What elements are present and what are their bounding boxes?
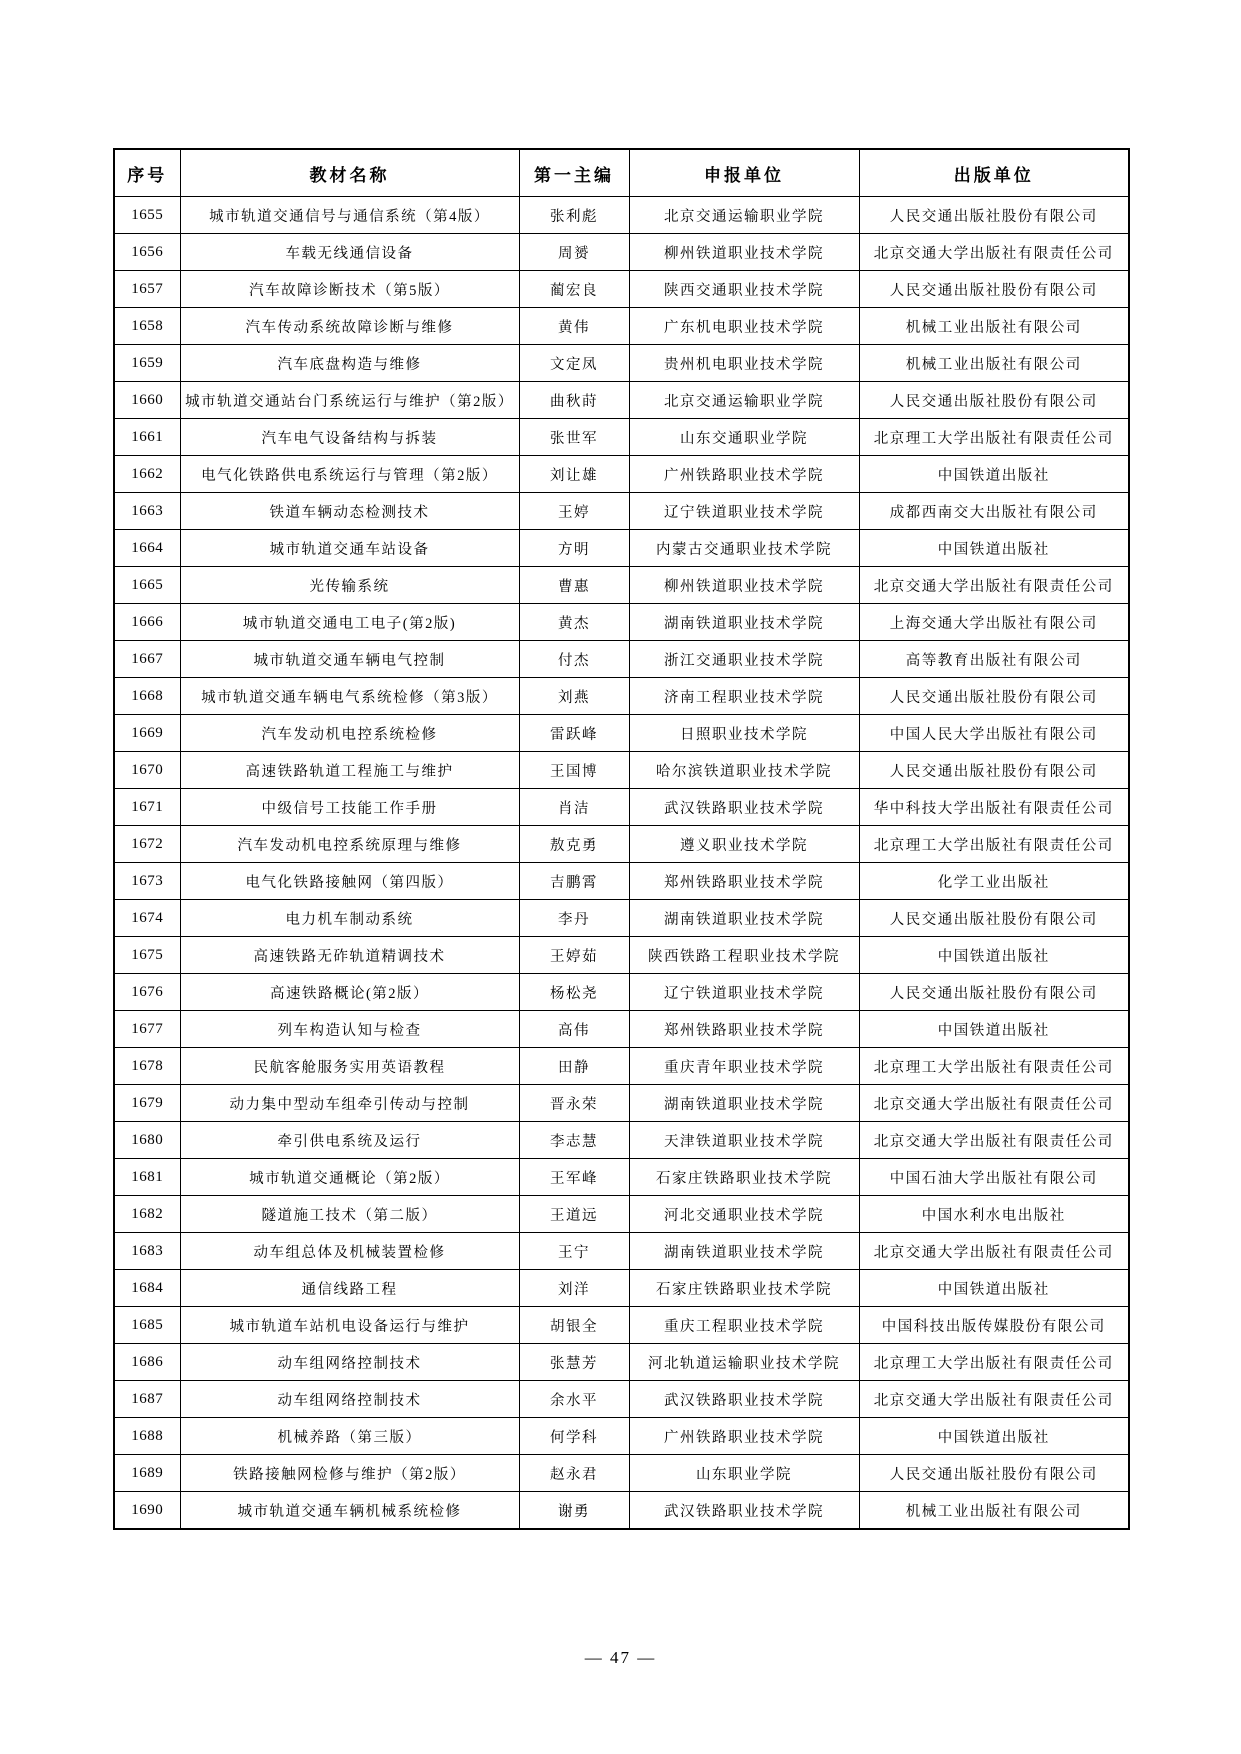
publisher-unit: 中国铁道出版社 xyxy=(859,937,1129,974)
serial-number: 1657 xyxy=(114,271,180,308)
first-editor: 何学科 xyxy=(519,1418,629,1455)
table-row xyxy=(114,1196,1129,1233)
textbook-name: 列车构造认知与检查 xyxy=(180,1011,519,1048)
serial-number: 1656 xyxy=(114,234,180,271)
serial-number: 1666 xyxy=(114,604,180,641)
serial-number: 1688 xyxy=(114,1418,180,1455)
serial-number: 1665 xyxy=(114,567,180,604)
serial-number: 1679 xyxy=(114,1085,180,1122)
applicant-unit: 贵州机电职业技术学院 xyxy=(629,345,859,382)
first-editor: 赵永君 xyxy=(519,1455,629,1492)
textbook-name: 动车组总体及机械装置检修 xyxy=(180,1233,519,1270)
serial-number: 1667 xyxy=(114,641,180,678)
publisher-unit: 人民交通出版社股份有限公司 xyxy=(859,900,1129,937)
applicant-unit: 内蒙古交通职业技术学院 xyxy=(629,530,859,567)
table-row xyxy=(114,234,1129,271)
publisher-unit: 北京理工大学出版社有限责任公司 xyxy=(859,1048,1129,1085)
publisher-unit: 化学工业出版社 xyxy=(859,863,1129,900)
textbook-name: 汽车发动机电控系统检修 xyxy=(180,715,519,752)
table-row xyxy=(114,1307,1129,1344)
serial-number: 1662 xyxy=(114,456,180,493)
applicant-unit: 武汉铁路职业技术学院 xyxy=(629,1381,859,1418)
table-row xyxy=(114,1381,1129,1418)
publisher-unit: 中国铁道出版社 xyxy=(859,1418,1129,1455)
first-editor: 曹惠 xyxy=(519,567,629,604)
serial-number: 1663 xyxy=(114,493,180,530)
serial-number: 1675 xyxy=(114,937,180,974)
publisher-unit: 华中科技大学出版社有限责任公司 xyxy=(859,789,1129,826)
applicant-unit: 天津铁道职业技术学院 xyxy=(629,1122,859,1159)
first-editor: 杨松尧 xyxy=(519,974,629,1011)
publisher-unit: 北京交通大学出版社有限责任公司 xyxy=(859,1122,1129,1159)
column-header-textbook-name: 教材名称 xyxy=(180,149,519,197)
publisher-unit: 北京交通大学出版社有限责任公司 xyxy=(859,234,1129,271)
textbook-name: 城市轨道交通车辆电气系统检修（第3版） xyxy=(180,678,519,715)
publisher-unit: 人民交通出版社股份有限公司 xyxy=(859,1455,1129,1492)
table-row xyxy=(114,456,1129,493)
applicant-unit: 山东职业学院 xyxy=(629,1455,859,1492)
textbook-name: 高速铁路无砟轨道精调技术 xyxy=(180,937,519,974)
textbook-name: 动车组网络控制技术 xyxy=(180,1344,519,1381)
publisher-unit: 机械工业出版社有限公司 xyxy=(859,308,1129,345)
table-row xyxy=(114,1344,1129,1381)
applicant-unit: 广东机电职业技术学院 xyxy=(629,308,859,345)
textbook-name: 城市轨道交通信号与通信系统（第4版） xyxy=(180,197,519,234)
table-row xyxy=(114,1085,1129,1122)
textbook-name: 高速铁路概论(第2版） xyxy=(180,974,519,1011)
publisher-unit: 人民交通出版社股份有限公司 xyxy=(859,678,1129,715)
applicant-unit: 浙江交通职业技术学院 xyxy=(629,641,859,678)
serial-number: 1683 xyxy=(114,1233,180,1270)
applicant-unit: 湖南铁道职业技术学院 xyxy=(629,900,859,937)
serial-number: 1690 xyxy=(114,1492,180,1530)
first-editor: 王道远 xyxy=(519,1196,629,1233)
serial-number: 1660 xyxy=(114,382,180,419)
applicant-unit: 济南工程职业技术学院 xyxy=(629,678,859,715)
first-editor: 蔺宏良 xyxy=(519,271,629,308)
table-row xyxy=(114,1233,1129,1270)
serial-number: 1682 xyxy=(114,1196,180,1233)
publisher-unit: 中国水利水电出版社 xyxy=(859,1196,1129,1233)
applicant-unit: 辽宁铁道职业技术学院 xyxy=(629,493,859,530)
first-editor: 王军峰 xyxy=(519,1159,629,1196)
serial-number: 1659 xyxy=(114,345,180,382)
table-row xyxy=(114,308,1129,345)
publisher-unit: 中国铁道出版社 xyxy=(859,456,1129,493)
first-editor: 曲秋莳 xyxy=(519,382,629,419)
first-editor: 李志慧 xyxy=(519,1122,629,1159)
serial-number: 1678 xyxy=(114,1048,180,1085)
serial-number: 1684 xyxy=(114,1270,180,1307)
publisher-unit: 人民交通出版社股份有限公司 xyxy=(859,382,1129,419)
applicant-unit: 重庆青年职业技术学院 xyxy=(629,1048,859,1085)
table-row xyxy=(114,789,1129,826)
table-row xyxy=(114,567,1129,604)
publisher-unit: 中国铁道出版社 xyxy=(859,1011,1129,1048)
first-editor: 张世军 xyxy=(519,419,629,456)
table-row xyxy=(114,1159,1129,1196)
textbook-name: 高速铁路轨道工程施工与维护 xyxy=(180,752,519,789)
serial-number: 1669 xyxy=(114,715,180,752)
textbook-name: 电力机车制动系统 xyxy=(180,900,519,937)
first-editor: 胡银全 xyxy=(519,1307,629,1344)
textbook-name: 城市轨道交通车辆电气控制 xyxy=(180,641,519,678)
first-editor: 王婷茹 xyxy=(519,937,629,974)
serial-number: 1686 xyxy=(114,1344,180,1381)
table-row xyxy=(114,863,1129,900)
applicant-unit: 陕西交通职业技术学院 xyxy=(629,271,859,308)
applicant-unit: 河北交通职业技术学院 xyxy=(629,1196,859,1233)
table-row xyxy=(114,530,1129,567)
applicant-unit: 武汉铁路职业技术学院 xyxy=(629,789,859,826)
textbook-approval-table xyxy=(113,148,1130,1530)
serial-number: 1677 xyxy=(114,1011,180,1048)
first-editor: 刘燕 xyxy=(519,678,629,715)
publisher-unit: 人民交通出版社股份有限公司 xyxy=(859,197,1129,234)
first-editor: 李丹 xyxy=(519,900,629,937)
publisher-unit: 中国铁道出版社 xyxy=(859,530,1129,567)
applicant-unit: 北京交通运输职业学院 xyxy=(629,382,859,419)
publisher-unit: 中国石油大学出版社有限公司 xyxy=(859,1159,1129,1196)
table-row xyxy=(114,604,1129,641)
first-editor: 雷跃峰 xyxy=(519,715,629,752)
first-editor: 王国博 xyxy=(519,752,629,789)
table-row xyxy=(114,1270,1129,1307)
table-row xyxy=(114,937,1129,974)
publisher-unit: 北京理工大学出版社有限责任公司 xyxy=(859,826,1129,863)
applicant-unit: 河北轨道运输职业技术学院 xyxy=(629,1344,859,1381)
applicant-unit: 北京交通运输职业学院 xyxy=(629,197,859,234)
table-row xyxy=(114,641,1129,678)
serial-number: 1671 xyxy=(114,789,180,826)
publisher-unit: 人民交通出版社股份有限公司 xyxy=(859,271,1129,308)
applicant-unit: 山东交通职业学院 xyxy=(629,419,859,456)
textbook-name: 机械养路（第三版） xyxy=(180,1418,519,1455)
column-header-serial-number: 序号 xyxy=(114,149,180,197)
first-editor: 周赟 xyxy=(519,234,629,271)
first-editor: 张慧芳 xyxy=(519,1344,629,1381)
first-editor: 吉鹏霄 xyxy=(519,863,629,900)
serial-number: 1673 xyxy=(114,863,180,900)
table-row xyxy=(114,197,1129,234)
first-editor: 田静 xyxy=(519,1048,629,1085)
textbook-name: 通信线路工程 xyxy=(180,1270,519,1307)
publisher-unit: 北京理工大学出版社有限责任公司 xyxy=(859,419,1129,456)
textbook-name: 电气化铁路供电系统运行与管理（第2版） xyxy=(180,456,519,493)
publisher-unit: 机械工业出版社有限公司 xyxy=(859,1492,1129,1530)
applicant-unit: 湖南铁道职业技术学院 xyxy=(629,1085,859,1122)
table-row xyxy=(114,974,1129,1011)
first-editor: 余水平 xyxy=(519,1381,629,1418)
serial-number: 1681 xyxy=(114,1159,180,1196)
serial-number: 1680 xyxy=(114,1122,180,1159)
first-editor: 晋永荣 xyxy=(519,1085,629,1122)
table-row xyxy=(114,1048,1129,1085)
textbook-name: 铁路接触网检修与维护（第2版） xyxy=(180,1455,519,1492)
publisher-unit: 人民交通出版社股份有限公司 xyxy=(859,974,1129,1011)
table-row xyxy=(114,1011,1129,1048)
publisher-unit: 北京理工大学出版社有限责任公司 xyxy=(859,1344,1129,1381)
serial-number: 1676 xyxy=(114,974,180,1011)
serial-number: 1670 xyxy=(114,752,180,789)
serial-number: 1668 xyxy=(114,678,180,715)
textbook-name: 动力集中型动车组牵引传动与控制 xyxy=(180,1085,519,1122)
publisher-unit: 中国铁道出版社 xyxy=(859,1270,1129,1307)
table-row xyxy=(114,1455,1129,1492)
first-editor: 敖克勇 xyxy=(519,826,629,863)
publisher-unit: 上海交通大学出版社有限公司 xyxy=(859,604,1129,641)
serial-number: 1661 xyxy=(114,419,180,456)
first-editor: 刘洋 xyxy=(519,1270,629,1307)
textbook-name: 中级信号工技能工作手册 xyxy=(180,789,519,826)
applicant-unit: 柳州铁道职业技术学院 xyxy=(629,234,859,271)
textbook-name: 光传输系统 xyxy=(180,567,519,604)
applicant-unit: 哈尔滨铁道职业技术学院 xyxy=(629,752,859,789)
table-row xyxy=(114,1492,1129,1530)
textbook-name: 城市轨道交通站台门系统运行与维护（第2版） xyxy=(180,382,519,419)
table-row xyxy=(114,1418,1129,1455)
applicant-unit: 湖南铁道职业技术学院 xyxy=(629,1233,859,1270)
column-header-publisher-unit: 出版单位 xyxy=(859,149,1129,197)
first-editor: 刘让雄 xyxy=(519,456,629,493)
serial-number: 1664 xyxy=(114,530,180,567)
applicant-unit: 湖南铁道职业技术学院 xyxy=(629,604,859,641)
first-editor: 付杰 xyxy=(519,641,629,678)
applicant-unit: 郑州铁路职业技术学院 xyxy=(629,1011,859,1048)
first-editor: 文定凤 xyxy=(519,345,629,382)
textbook-name: 铁道车辆动态检测技术 xyxy=(180,493,519,530)
applicant-unit: 日照职业技术学院 xyxy=(629,715,859,752)
textbook-name: 汽车故障诊断技术（第5版） xyxy=(180,271,519,308)
column-header-applicant-unit: 申报单位 xyxy=(629,149,859,197)
table-row xyxy=(114,271,1129,308)
publisher-unit: 中国科技出版传媒股份有限公司 xyxy=(859,1307,1129,1344)
serial-number: 1655 xyxy=(114,197,180,234)
applicant-unit: 郑州铁路职业技术学院 xyxy=(629,863,859,900)
first-editor: 高伟 xyxy=(519,1011,629,1048)
applicant-unit: 武汉铁路职业技术学院 xyxy=(629,1492,859,1530)
first-editor: 谢勇 xyxy=(519,1492,629,1530)
first-editor: 黄伟 xyxy=(519,308,629,345)
applicant-unit: 柳州铁道职业技术学院 xyxy=(629,567,859,604)
publisher-unit: 北京交通大学出版社有限责任公司 xyxy=(859,1381,1129,1418)
applicant-unit: 广州铁路职业技术学院 xyxy=(629,456,859,493)
textbook-name: 城市轨道交通车站设备 xyxy=(180,530,519,567)
first-editor: 黄杰 xyxy=(519,604,629,641)
table-row xyxy=(114,826,1129,863)
textbook-name: 电气化铁路接触网（第四版） xyxy=(180,863,519,900)
table-row xyxy=(114,382,1129,419)
first-editor: 王宁 xyxy=(519,1233,629,1270)
textbook-name: 城市轨道交通电工电子(第2版) xyxy=(180,604,519,641)
table-row xyxy=(114,419,1129,456)
serial-number: 1672 xyxy=(114,826,180,863)
textbook-name: 城市轨道交通车辆机械系统检修 xyxy=(180,1492,519,1530)
publisher-unit: 北京交通大学出版社有限责任公司 xyxy=(859,1233,1129,1270)
applicant-unit: 广州铁路职业技术学院 xyxy=(629,1418,859,1455)
first-editor: 方明 xyxy=(519,530,629,567)
textbook-name: 动车组网络控制技术 xyxy=(180,1381,519,1418)
table-row xyxy=(114,900,1129,937)
table-row xyxy=(114,678,1129,715)
table-header-row xyxy=(114,149,1129,197)
publisher-unit: 中国人民大学出版社有限公司 xyxy=(859,715,1129,752)
textbook-name: 汽车底盘构造与维修 xyxy=(180,345,519,382)
textbook-name: 城市轨道车站机电设备运行与维护 xyxy=(180,1307,519,1344)
serial-number: 1687 xyxy=(114,1381,180,1418)
serial-number: 1685 xyxy=(114,1307,180,1344)
serial-number: 1674 xyxy=(114,900,180,937)
applicant-unit: 石家庄铁路职业技术学院 xyxy=(629,1270,859,1307)
table-row xyxy=(114,1122,1129,1159)
publisher-unit: 北京交通大学出版社有限责任公司 xyxy=(859,1085,1129,1122)
publisher-unit: 北京交通大学出版社有限责任公司 xyxy=(859,567,1129,604)
table-row xyxy=(114,715,1129,752)
applicant-unit: 遵义职业技术学院 xyxy=(629,826,859,863)
table-row xyxy=(114,752,1129,789)
publisher-unit: 高等教育出版社有限公司 xyxy=(859,641,1129,678)
textbook-name: 牵引供电系统及运行 xyxy=(180,1122,519,1159)
textbook-name: 民航客舱服务实用英语教程 xyxy=(180,1048,519,1085)
applicant-unit: 陕西铁路工程职业技术学院 xyxy=(629,937,859,974)
column-header-first-editor: 第一主编 xyxy=(519,149,629,197)
publisher-unit: 成都西南交大出版社有限公司 xyxy=(859,493,1129,530)
applicant-unit: 重庆工程职业技术学院 xyxy=(629,1307,859,1344)
table-row xyxy=(114,345,1129,382)
first-editor: 王婷 xyxy=(519,493,629,530)
publisher-unit: 机械工业出版社有限公司 xyxy=(859,345,1129,382)
table-body xyxy=(114,197,1129,1530)
applicant-unit: 辽宁铁道职业技术学院 xyxy=(629,974,859,1011)
textbook-name: 汽车传动系统故障诊断与维修 xyxy=(180,308,519,345)
textbook-name: 隧道施工技术（第二版） xyxy=(180,1196,519,1233)
serial-number: 1689 xyxy=(114,1455,180,1492)
textbook-name: 车载无线通信设备 xyxy=(180,234,519,271)
publisher-unit: 人民交通出版社股份有限公司 xyxy=(859,752,1129,789)
first-editor: 张利彪 xyxy=(519,197,629,234)
first-editor: 肖洁 xyxy=(519,789,629,826)
applicant-unit: 石家庄铁路职业技术学院 xyxy=(629,1159,859,1196)
textbook-name: 汽车电气设备结构与拆装 xyxy=(180,419,519,456)
textbook-name: 城市轨道交通概论（第2版） xyxy=(180,1159,519,1196)
table-row xyxy=(114,493,1129,530)
serial-number: 1658 xyxy=(114,308,180,345)
page-number: — 47 — xyxy=(584,1648,657,1667)
textbook-name: 汽车发动机电控系统原理与维修 xyxy=(180,826,519,863)
